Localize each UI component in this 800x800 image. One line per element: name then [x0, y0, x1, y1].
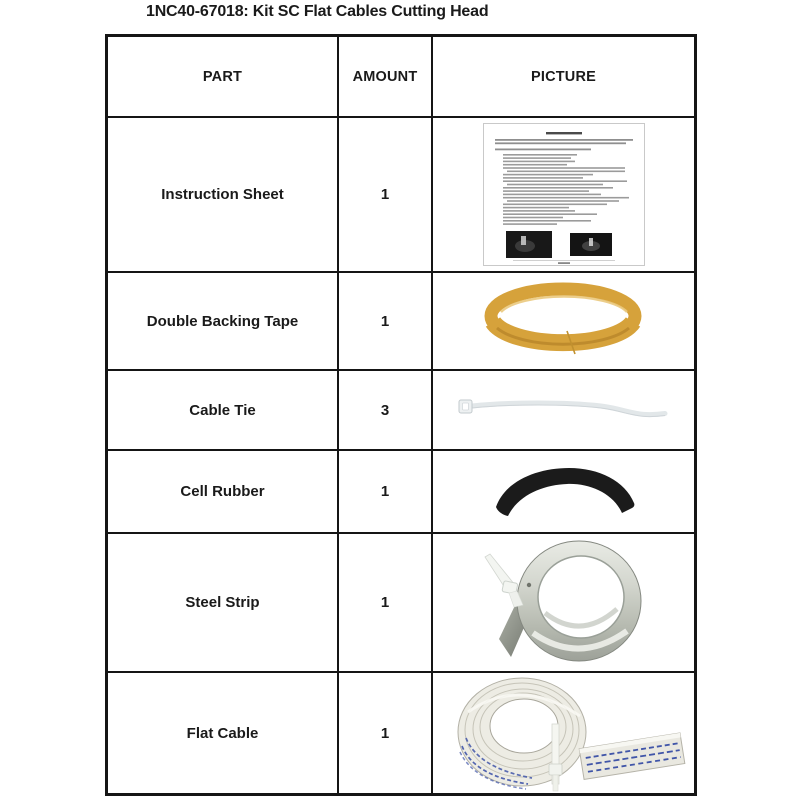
header-picture: PICTURE [433, 37, 694, 116]
picture-cell [433, 451, 694, 532]
part-cell: Cell Rubber [108, 451, 337, 532]
page-title: 1NC40-67018: Kit SC Flat Cables Cutting Head [146, 3, 489, 20]
picture-cell [433, 118, 694, 271]
parts-table [105, 34, 697, 796]
amount-cell: 3 [339, 371, 431, 449]
amount-cell: 1 [339, 451, 431, 532]
header-amount: AMOUNT [339, 37, 431, 116]
amount-cell: 1 [339, 534, 431, 671]
amount-cell: 1 [339, 118, 431, 271]
picture-cell [433, 534, 694, 671]
cell-rubber-image [489, 463, 639, 521]
part-cell: Flat Cable [108, 673, 337, 793]
cable-tie-image [456, 392, 671, 428]
picture-cell [433, 673, 694, 793]
part-cell: Double Backing Tape [108, 273, 337, 369]
part-cell: Cable Tie [108, 371, 337, 449]
double-backing-tape-image [481, 278, 646, 364]
amount-cell: 1 [339, 673, 431, 793]
flat-cable-image [436, 674, 691, 792]
instruction-sheet-image [483, 123, 645, 266]
picture-cell [433, 371, 694, 449]
part-cell: Instruction Sheet [108, 118, 337, 271]
header-part: PART [108, 37, 337, 116]
part-cell: Steel Strip [108, 534, 337, 671]
steel-strip-image [461, 535, 666, 670]
picture-cell [433, 273, 694, 369]
amount-cell: 1 [339, 273, 431, 369]
